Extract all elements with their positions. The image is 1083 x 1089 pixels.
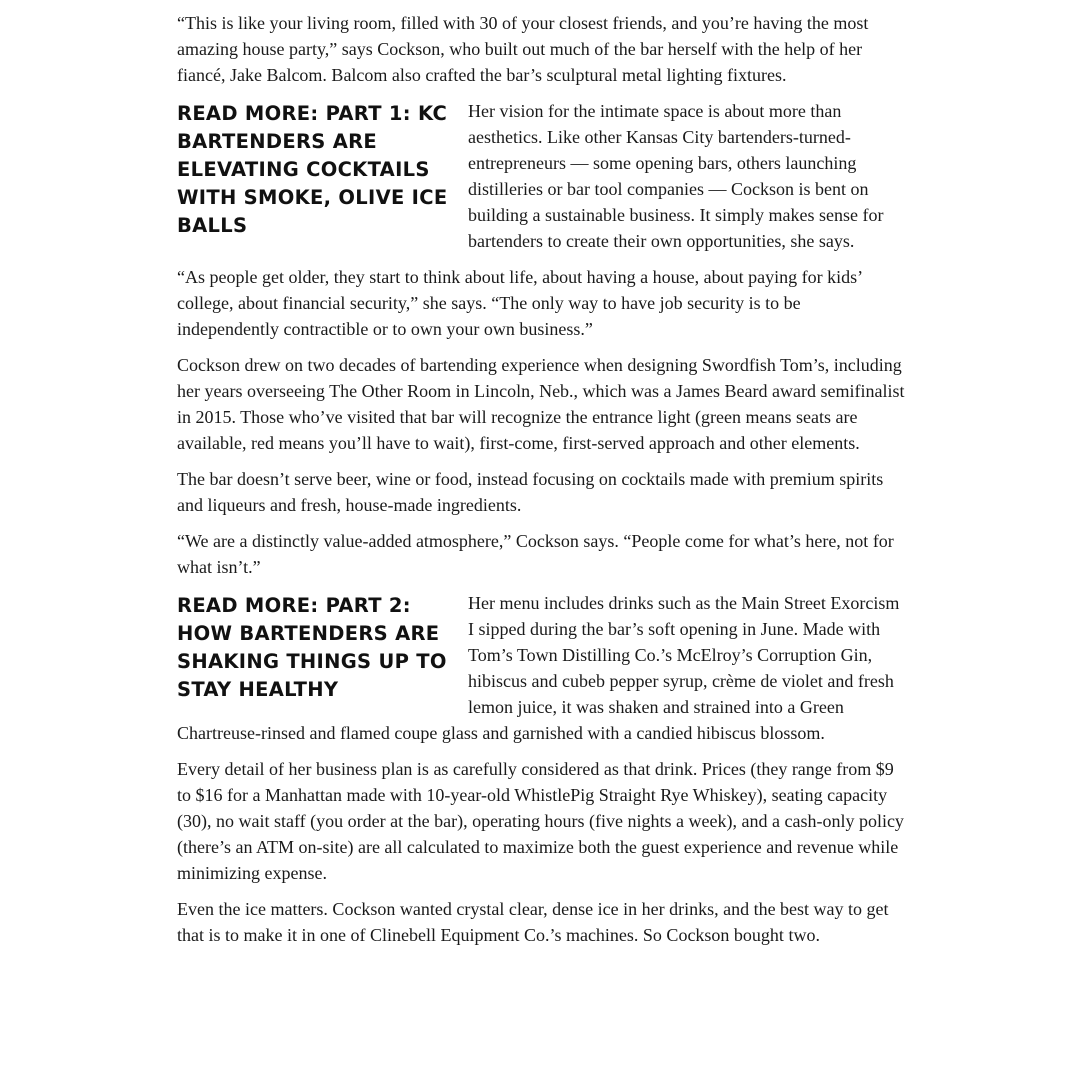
article-paragraph: The bar doesn’t serve beer, wine or food, instead focusing on cocktails made with premium spirits and liqueurs and fresh, house-made ingredients.: [177, 469, 884, 515]
article-paragraph: “This is like your living room, filled with 30 of your closest friends, and you’re having the most amazing house party,” says Cockson, who built out much of the bar herself with the help of her fiancé, Jake Balcom. Balcom also crafted the bar’s sculptural metal lighting fixtures.: [177, 13, 869, 85]
article-paragraph: Her menu includes drinks such as the Main Street Exorcism I sipped during the bar’s soft opening in June. Made with Tom’s Town Distilling Co.’s McElroy’s Corruption Gin, hibiscus and cubeb pepper syrup, crème de violet and fresh lemon juice, it was shaken and strained into a Green Chartreuse-rinsed and flamed coupe glass and garnished with a candied hibiscus blossom.: [177, 593, 900, 743]
article-paragraph: “As people get older, they start to think about life, about having a house, about paying for kids’ college, about financial security,” she says. “The only way to have job security is to be independently contractible or to own your own business.”: [177, 267, 862, 339]
article-paragraph: Cockson drew on two decades of bartending experience when designing Swordfish Tom’s, including her years overseeing The Other Room in Lincoln, Neb., which was a James Beard award semifinalist in 2015. Those who’ve visited that bar will recognize the entrance light (green means seats are available, red means you’ll have to wait), first-come, first-served approach and other elements.: [177, 355, 905, 453]
article-paragraph: Her vision for the intimate space is about more than aesthetics. Like other Kansas City bartenders-turned-entrepreneurs — some opening bars, others launching distilleries or bar tool companies — Cockson is bent on building a sustainable business. It simply makes sense for bartenders to create their own opportunities, she says.: [468, 101, 884, 251]
read-more-link-part-2[interactable]: READ MORE: PART 2: HOW BARTENDERS ARE SHAKING THINGS UP TO STAY HEALTHY: [177, 594, 447, 701]
article-paragraph: “We are a distinctly value-added atmosphere,” Cockson says. “People come for what’s here, not for what isn’t.”: [177, 531, 894, 577]
read-more-link-part-1[interactable]: READ MORE: PART 1: KC BARTENDERS ARE ELEVATING COCKTAILS WITH SMOKE, OLIVE ICE BALLS: [177, 102, 448, 237]
article-body: [177, 10, 907, 958]
article-paragraph: Even the ice matters. Cockson wanted crystal clear, dense ice in her drinks, and the best way to get that is to make it in one of Clinebell Equipment Co.’s machines. So Cockson bought two.: [177, 899, 889, 945]
article-paragraph: Every detail of her business plan is as carefully considered as that drink. Prices (they range from $9 to $16 for a Manhattan made with 10-year-old WhistlePig Straight Rye Whiskey), seating capacity (30), no wait staff (you order at the bar), operating hours (five nights a week), and a cash-only policy (there’s an ATM on-site) are all calculated to maximize both the guest experience and revenue while minimizing expense.: [177, 759, 904, 883]
